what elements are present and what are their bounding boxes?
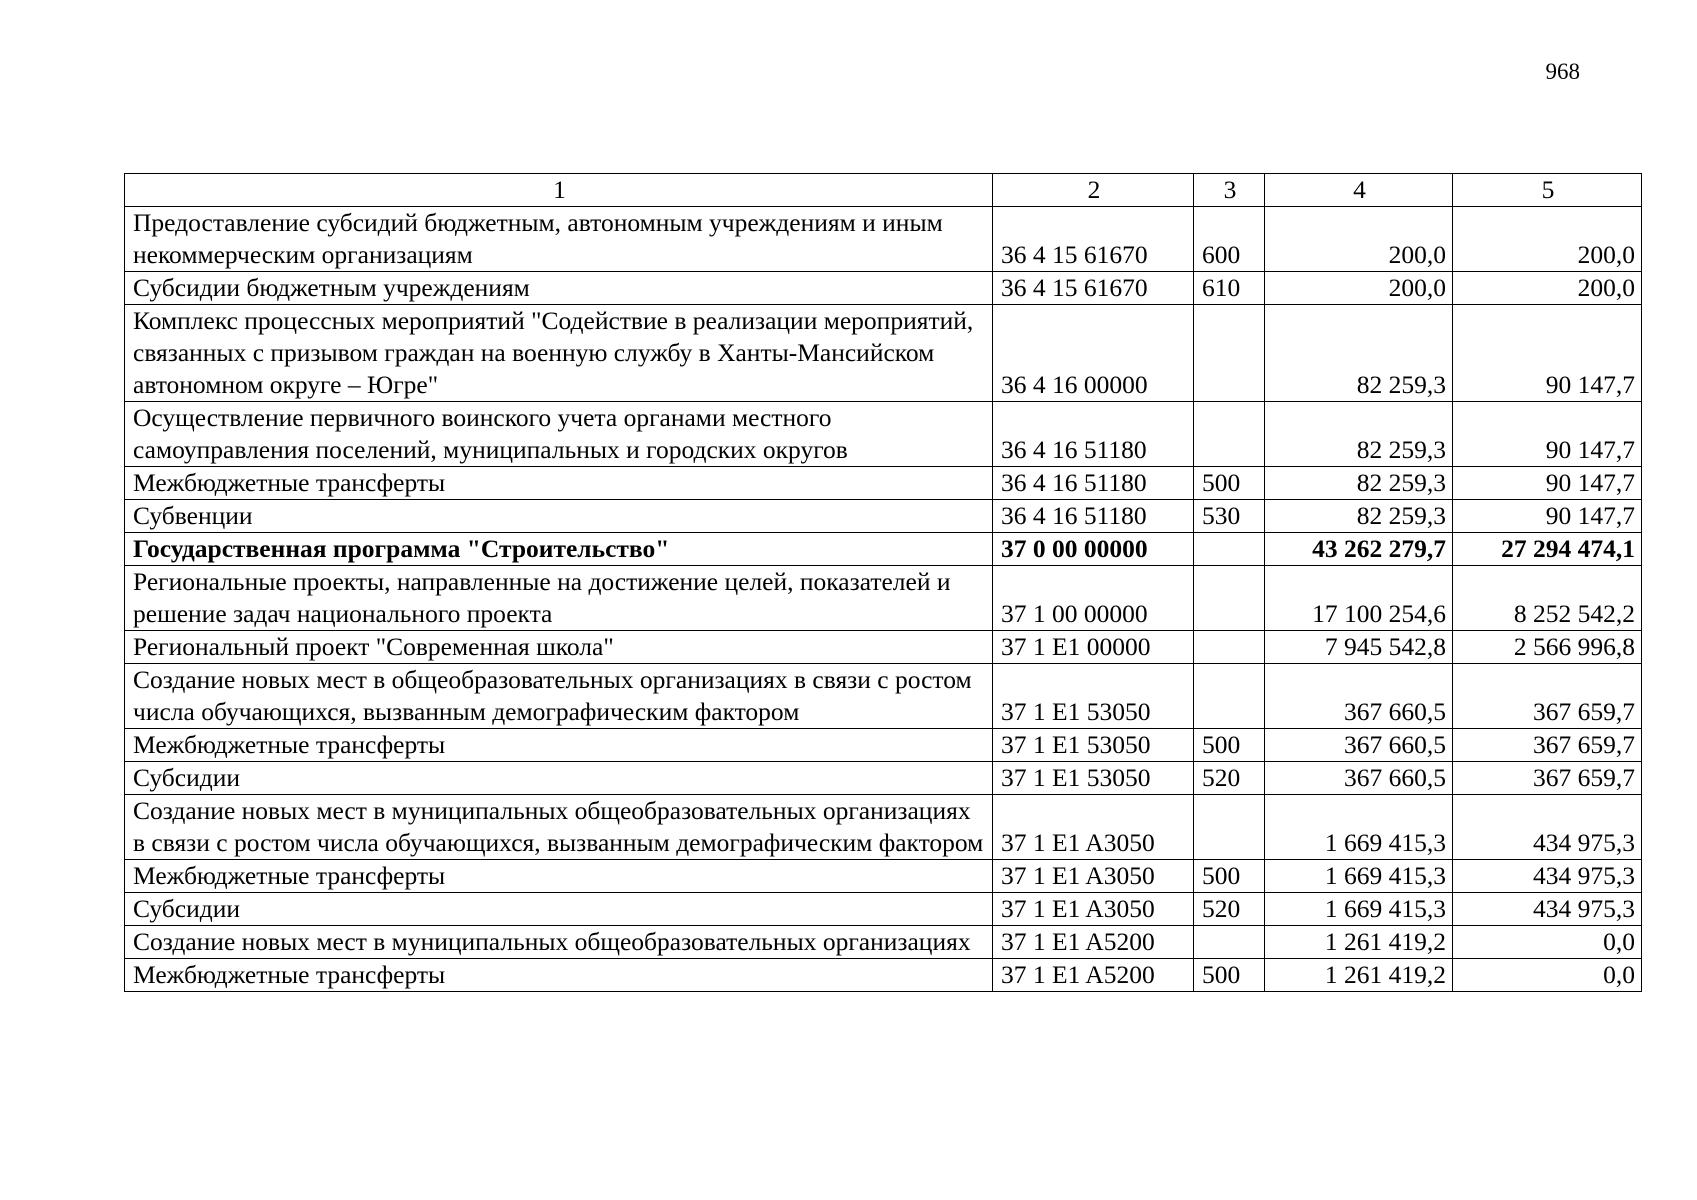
table-row	[125, 893, 1642, 926]
table-row	[125, 533, 1642, 566]
row-amount-year2-cell: 434 975,3	[1453, 893, 1642, 926]
row-name-cell: Субвенции	[125, 500, 993, 533]
row-expense-type-cell	[1194, 305, 1265, 402]
row-amount-year2-cell: 90 147,7	[1453, 305, 1642, 402]
row-name-cell: Комплекс процессных мероприятий "Содействие в реализации мероприятий, связанных с призывом граждан на военную службу в Ханты-Мансийском автономном округе – Югре"	[125, 305, 993, 402]
row-amount-year1-cell: 1 261 419,2	[1265, 926, 1453, 959]
row-name-cell: Межбюджетные трансферты	[125, 959, 993, 992]
row-amount-year2-cell: 200,0	[1453, 207, 1642, 272]
row-amount-year2-cell: 27 294 474,1	[1453, 533, 1642, 566]
row-amount-year1-cell: 82 259,3	[1265, 305, 1453, 402]
row-code-cell: 37 1 E1 A5200	[993, 959, 1194, 992]
row-amount-year1-cell: 1 669 415,3	[1265, 860, 1453, 893]
row-amount-year1-cell: 1 669 415,3	[1265, 893, 1453, 926]
row-name-cell: Межбюджетные трансферты	[125, 467, 993, 500]
row-name-cell: Создание новых мест в муниципальных общеобразовательных организациях	[125, 926, 993, 959]
row-expense-type-cell: 500	[1194, 860, 1265, 893]
row-code-cell: 37 1 E1 53050	[993, 762, 1194, 795]
row-expense-type-cell	[1194, 402, 1265, 467]
header-col-1: 1	[125, 174, 993, 207]
row-code-cell: 36 4 16 51180	[993, 500, 1194, 533]
table-row	[125, 272, 1642, 305]
row-code-cell: 37 1 E1 00000	[993, 631, 1194, 664]
row-amount-year1-cell: 82 259,3	[1265, 500, 1453, 533]
row-name-cell: Субсидии	[125, 762, 993, 795]
row-expense-type-cell: 530	[1194, 500, 1265, 533]
row-expense-type-cell	[1194, 664, 1265, 729]
row-name-cell: Государственная программа "Строительство"	[125, 533, 993, 566]
table-row	[125, 795, 1642, 860]
row-expense-type-cell: 500	[1194, 467, 1265, 500]
row-amount-year1-cell: 82 259,3	[1265, 467, 1453, 500]
row-amount-year2-cell: 0,0	[1453, 926, 1642, 959]
row-amount-year2-cell: 90 147,7	[1453, 467, 1642, 500]
row-expense-type-cell: 500	[1194, 959, 1265, 992]
table-row	[125, 500, 1642, 533]
table-row	[125, 664, 1642, 729]
table-body	[125, 207, 1642, 992]
row-code-cell: 37 1 E1 A3050	[993, 795, 1194, 860]
row-expense-type-cell	[1194, 926, 1265, 959]
table-row	[125, 729, 1642, 762]
row-amount-year1-cell: 367 660,5	[1265, 664, 1453, 729]
table-row	[125, 467, 1642, 500]
table-row	[125, 860, 1642, 893]
row-amount-year1-cell: 200,0	[1265, 207, 1453, 272]
row-name-cell: Межбюджетные трансферты	[125, 729, 993, 762]
row-amount-year2-cell: 367 659,7	[1453, 729, 1642, 762]
row-amount-year1-cell: 200,0	[1265, 272, 1453, 305]
row-amount-year2-cell: 200,0	[1453, 272, 1642, 305]
row-code-cell: 37 1 E1 53050	[993, 729, 1194, 762]
row-code-cell: 36 4 15 61670	[993, 272, 1194, 305]
row-name-cell: Создание новых мест в общеобразовательных организациях в связи с ростом числа обучающихся, вызванным демографическим фактором	[125, 664, 993, 729]
row-code-cell: 36 4 16 00000	[993, 305, 1194, 402]
table-row	[125, 305, 1642, 402]
row-amount-year2-cell: 8 252 542,2	[1453, 566, 1642, 631]
row-name-cell: Региональные проекты, направленные на достижение целей, показателей и решение задач национального проекта	[125, 566, 993, 631]
table-row	[125, 762, 1642, 795]
row-expense-type-cell: 520	[1194, 762, 1265, 795]
row-amount-year1-cell: 1 261 419,2	[1265, 959, 1453, 992]
table-row	[125, 631, 1642, 664]
row-amount-year2-cell: 0,0	[1453, 959, 1642, 992]
row-amount-year2-cell: 434 975,3	[1453, 795, 1642, 860]
header-col-2: 2	[993, 174, 1194, 207]
row-expense-type-cell	[1194, 795, 1265, 860]
table-row	[125, 207, 1642, 272]
row-name-cell: Межбюджетные трансферты	[125, 860, 993, 893]
row-expense-type-cell: 610	[1194, 272, 1265, 305]
table-row	[125, 959, 1642, 992]
row-expense-type-cell	[1194, 631, 1265, 664]
row-amount-year2-cell: 367 659,7	[1453, 762, 1642, 795]
row-code-cell: 37 1 E1 A5200	[993, 926, 1194, 959]
row-code-cell: 36 4 16 51180	[993, 402, 1194, 467]
row-code-cell: 37 1 E1 A3050	[993, 893, 1194, 926]
row-name-cell: Субсидии	[125, 893, 993, 926]
row-expense-type-cell: 600	[1194, 207, 1265, 272]
row-code-cell: 37 1 00 00000	[993, 566, 1194, 631]
header-col-3: 3	[1194, 174, 1265, 207]
row-name-cell: Региональный проект "Современная школа"	[125, 631, 993, 664]
row-code-cell: 36 4 15 61670	[993, 207, 1194, 272]
row-amount-year2-cell: 367 659,7	[1453, 664, 1642, 729]
row-amount-year1-cell: 367 660,5	[1265, 729, 1453, 762]
table-header	[125, 174, 1642, 207]
row-name-cell: Создание новых мест в муниципальных общеобразовательных организациях в связи с ростом числа обучающихся, вызванным демографическим фактором	[125, 795, 993, 860]
row-amount-year1-cell: 43 262 279,7	[1265, 533, 1453, 566]
row-amount-year1-cell: 82 259,3	[1265, 402, 1453, 467]
row-amount-year2-cell: 90 147,7	[1453, 500, 1642, 533]
row-name-cell: Субсидии бюджетным учреждениям	[125, 272, 993, 305]
header-col-5: 5	[1453, 174, 1642, 207]
row-expense-type-cell	[1194, 533, 1265, 566]
row-code-cell: 37 1 E1 A3050	[993, 860, 1194, 893]
table-row	[125, 566, 1642, 631]
budget-table	[124, 173, 1642, 992]
table-row	[125, 402, 1642, 467]
row-amount-year2-cell: 434 975,3	[1453, 860, 1642, 893]
row-amount-year1-cell: 1 669 415,3	[1265, 795, 1453, 860]
row-amount-year1-cell: 7 945 542,8	[1265, 631, 1453, 664]
header-row	[125, 174, 1642, 207]
row-expense-type-cell	[1194, 566, 1265, 631]
row-amount-year1-cell: 367 660,5	[1265, 762, 1453, 795]
header-col-4: 4	[1265, 174, 1453, 207]
row-amount-year2-cell: 90 147,7	[1453, 402, 1642, 467]
row-name-cell: Предоставление субсидий бюджетным, автономным учреждениям и иным некоммерческим организациям	[125, 207, 993, 272]
page-number: 968	[1545, 59, 1580, 84]
row-amount-year1-cell: 17 100 254,6	[1265, 566, 1453, 631]
row-name-cell: Осуществление первичного воинского учета органами местного самоуправления поселений, муниципальных и городских округов	[125, 402, 993, 467]
table-row	[125, 926, 1642, 959]
row-code-cell: 37 1 E1 53050	[993, 664, 1194, 729]
row-code-cell: 36 4 16 51180	[993, 467, 1194, 500]
row-expense-type-cell: 520	[1194, 893, 1265, 926]
row-code-cell: 37 0 00 00000	[993, 533, 1194, 566]
row-expense-type-cell: 500	[1194, 729, 1265, 762]
row-amount-year2-cell: 2 566 996,8	[1453, 631, 1642, 664]
